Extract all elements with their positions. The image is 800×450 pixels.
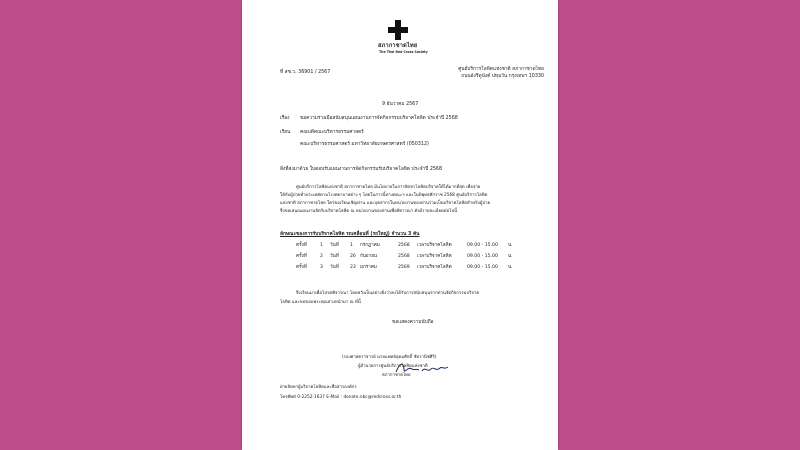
- closing-line: จึงเรียนมาเพื่อโปรดพิจารณา โดยหวังเป็นอย่างยิ่งว่าคงได้รับการสนับสนุนจากท่านจัดกิจกรรมบริจาค: [296, 291, 480, 296]
- round-label: ครั้งที่: [296, 265, 307, 270]
- red-cross-logo-icon: [388, 20, 408, 40]
- letter-page: [242, 0, 558, 450]
- to-label: เรียน: [280, 130, 291, 135]
- to-line-2: คณะบริหารธรรมศาสตร์ มหาวิทยาลัยเกษตรศาสตร์ (050312): [300, 142, 429, 147]
- day-label: วันที่: [330, 265, 339, 270]
- month-value: กรกฎาคม: [360, 243, 380, 248]
- body-line: ให้กับผู้ป่วยทั่วประเทศตามโรงพยาบาลต่าง ๆ โดยในการนี้ทางคณะฯ และในปีพุทธศักราช 2568 ศูนย์บริการโลหิต: [280, 193, 488, 198]
- time-label: เวลาบริจาคโลหิต: [417, 243, 452, 248]
- body-line: จึงขอเสนอแผนงานจัดรับบริจาคโลหิต ณ หน่วยงานของท่านเพื่อพิจารณา ดังมีรายละเอียดต่อไปนี้: [280, 209, 458, 214]
- year-value: 2569: [398, 265, 410, 270]
- round-number: 1: [320, 243, 323, 248]
- letter-date: 9 ธันวาคม 2567: [382, 102, 419, 107]
- to-line-1: คณบดีคณะบริหารธรรมศาสตร์: [300, 130, 364, 135]
- body-line: ศูนย์บริการโลหิตแห่งชาติ สภากาชาดไทย มีนโยบายในการจัดหาโลหิตบริจาคให้ได้มากที่สุด เพื่อจ่าย: [296, 185, 481, 190]
- round-number: 2: [320, 254, 323, 259]
- day-value: 26: [350, 254, 356, 259]
- schedule-header: ลักษณะของการรับบริจาคโลหิต รถเคลื่อนที่ (รถใหญ่) จำนวน 3 คัน: [280, 232, 420, 237]
- reference-number: ที่ สช.ว. 36901 / 2567: [280, 70, 331, 75]
- month-value: มกราคม: [360, 265, 377, 270]
- signer-org: สภากาชาดไทย: [382, 373, 411, 378]
- signer-name: (รองศาสตราจารย์ นายแพทย์อุดมศักดิ์ ชัยวานิชศิริ): [342, 355, 437, 360]
- year-value: 2568: [398, 254, 410, 259]
- time-label: เวลาบริจาคโลหิต: [417, 254, 452, 259]
- time-label: เวลาบริจาคโลหิต: [417, 265, 452, 270]
- time-unit: น.: [508, 254, 513, 259]
- day-value: 23: [350, 265, 356, 270]
- footer-contact: โทรศัพท์ 0-2252-1637 E-Mail : donate.nbc@redcross.or.th: [280, 395, 402, 400]
- round-number: 3: [320, 265, 323, 270]
- round-label: ครั้งที่: [296, 243, 307, 248]
- time-value: 09.00 - 15.00: [467, 265, 498, 270]
- org-name-en: The Thai Red Cross Society: [379, 50, 428, 54]
- org-name-th: สภากาชาดไทย: [378, 43, 418, 49]
- day-label: วันที่: [330, 243, 339, 248]
- year-value: 2568: [398, 243, 410, 248]
- time-value: 09.00 - 15.00: [467, 254, 498, 259]
- day-value: 1: [350, 243, 353, 248]
- subject-label: เรื่อง: [280, 116, 290, 121]
- signer-title: ผู้อำนวยการศูนย์บริการโลหิตแห่งชาติ: [358, 364, 428, 369]
- footer-department: ฝ่ายจัดหาผู้บริจาคโลหิตและสื่อสารองค์กร: [280, 385, 357, 390]
- time-value: 09.00 - 15.00: [467, 243, 498, 248]
- body-line: แห่งชาติ สภากาชาดไทย ใคร่ขอเรียนเชิญท่าน และบุคลากรในหน่วยงานของท่านร่วมเป็นบริจาคโลหิตสำหรับผู้ป่วย: [280, 201, 491, 206]
- time-unit: น.: [508, 243, 513, 248]
- closing-line: โลหิต และขอขอบพระคุณล่วงหน้ามา ณ ที่นี้: [280, 300, 361, 305]
- round-label: ครั้งที่: [296, 254, 307, 259]
- address-line-1: ศูนย์บริการโลหิตแห่งชาติ สภากาชาดไทย: [458, 67, 544, 72]
- day-label: วันที่: [330, 254, 339, 259]
- regards: ขอแสดงความนับถือ: [392, 320, 434, 325]
- attachment-line: สิ่งที่ส่งมาด้วย ใบตอบรับแผนงานการจัดกิจกรรมรับบริจาคโลหิต ประจำปี 2568: [280, 167, 443, 172]
- month-value: กันยายน: [360, 254, 378, 259]
- time-unit: น.: [508, 265, 513, 270]
- subject-text: ขอความร่วมมือสนับสนุนแผนงานการจัดกิจกรรมบริจาคโลหิต ประจำปี 2568: [300, 116, 458, 121]
- address-line-2: ถนนอังรีดูนังต์ ปทุมวัน กรุงเทพฯ 10330: [461, 74, 544, 79]
